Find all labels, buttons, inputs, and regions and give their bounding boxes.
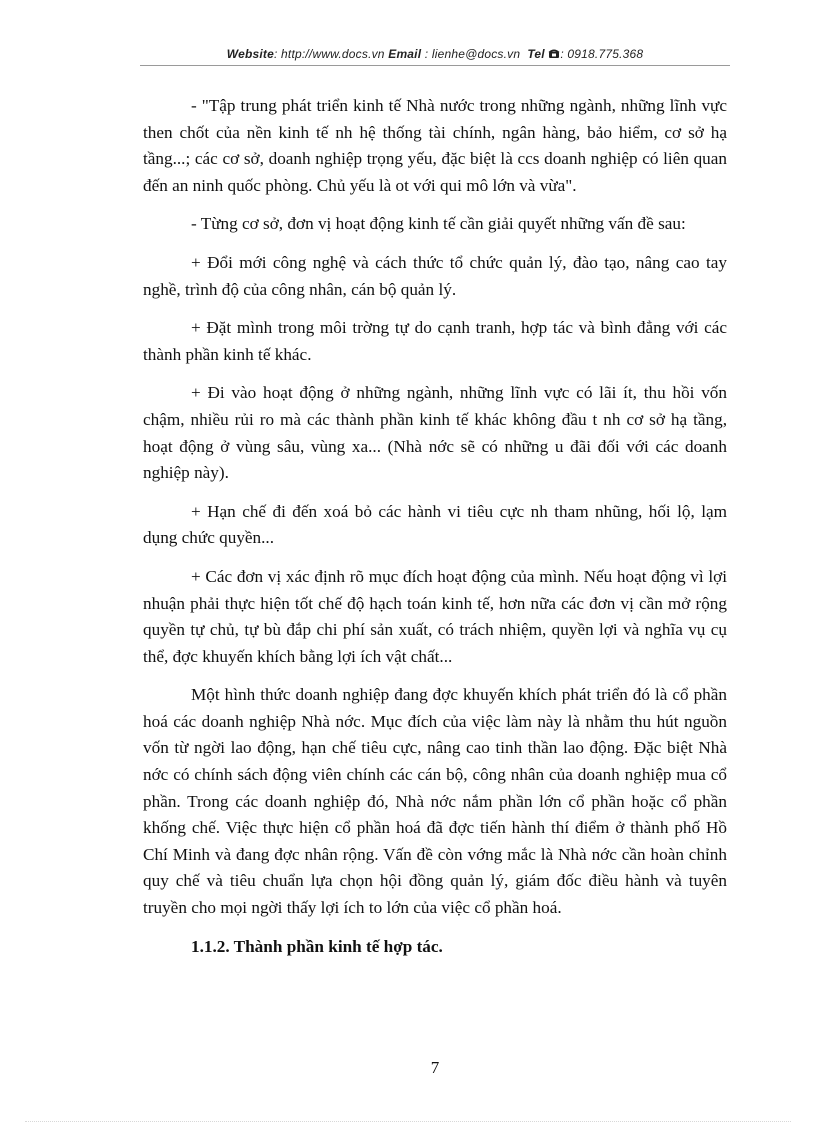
- paragraph: + Các đơn vị xác định rõ mục đích hoạt động của mình. Nếu hoạt động vì lợi nhuận phải thực hiện tốt chế độ hạch toán kinh tế, hơn nữa các đơn vị cần mở rộng quyền tự chủ, tự bù đắp chi phí sản xuất, có trách nhiệm, quyền lợi và nghĩa vụ cụ thể, đợc khuyến khích bằng lợi ích vật chất...: [143, 566, 727, 666]
- paragraph: - Từng cơ sở, đơn vị hoạt động kinh tế cần giải quyết những vấn đề sau:: [191, 214, 686, 234]
- header-divider: [140, 65, 730, 66]
- footer-divider: [25, 1121, 791, 1122]
- page-number: 7: [430, 1058, 440, 1077]
- paragraph: + Đặt mình trong môi trờng tự do cạnh tranh, hợp tác và bình đẳng với các thành phần kinh tế khác.: [143, 318, 727, 364]
- page-content: [143, 93, 727, 972]
- paragraph: + Đổi mới công nghệ và cách thức tổ chức quản lý, đào tạo, nâng cao tay nghề, trình độ của công nhân, cán bộ quản lý.: [143, 252, 727, 299]
- page-header: [140, 47, 730, 61]
- email-label: Email: [388, 47, 422, 61]
- phone-icon: [548, 48, 560, 59]
- paragraph: Một hình thức doanh nghiệp đang đợc khuyến khích phát triển đó là cổ phần hoá các doanh nghiệp Nhà nớc. Mục đích của việc làm này là nhằm thu hút nguồn vốn từ ngời lao động, hạn chế tiêu cực, nâng cao tinh thần lao động. Đặc biệt Nhà nớc có chính sách động viên chính các cán bộ, công nhân của doanh nghiệp mua cổ phần. Trong các doanh nghiệp đó, Nhà nớc nắm phần lớn cổ phần hoặc cổ phần khống chế. Việc thực hiện cổ phần hoá đã đợc tiến hành thí điểm ở thành phố Hồ Chí Minh và đang đợc nhân rộng. Vấn đề còn vớng mắc là Nhà nớc cần hoàn chỉnh quy chế và tiêu chuẩn lựa chọn hội đồng quản lý, giám đốc điều hành và tuyên truyền cho mọi ngời thấy lợi ích to lớn của việc cổ phần hoá.: [143, 685, 727, 918]
- tel-value: : 0918.775.368: [560, 47, 644, 61]
- email-value: : lienhe@docs.vn: [424, 47, 521, 61]
- section-heading: 1.1.2. Thành phần kinh tế hợp tác.: [191, 936, 443, 956]
- paragraph: + Đi vào hoạt động ở những ngành, những lĩnh vực có lãi ít, thu hồi vốn chậm, nhiều rủi ro mà các thành phần kinh tế khác không đầu t nh cơ sở hạ tầng, hoạt động ở vùng sâu, vùng xa... (Nhà nớc sẽ có những u đãi đối với các doanh nghiệp này).: [143, 383, 727, 483]
- paragraph: + Hạn chế đi đến xoá bỏ các hành vi tiêu cực nh tham nhũng, hối lộ, lạm dụng chức quyền...: [143, 501, 727, 548]
- paragraph: - "Tập trung phát triển kinh tế Nhà nước trong những ngành, những lĩnh vực then chốt của nền kinh tế nh hệ thống tài chính, ngân hàng, bảo hiểm, cơ sở hạ tầng...; các cơ sở, doanh nghiệp trọng yếu, đặc biệt là ccs doanh nghiệp có liên quan đến an ninh quốc phòng. Chủ yếu là ot với qui mô lớn và vừa".: [143, 96, 727, 195]
- website-label: Website: [226, 47, 274, 61]
- website-value: : http://www.docs.vn: [273, 47, 385, 61]
- tel-label: Tel: [527, 47, 545, 61]
